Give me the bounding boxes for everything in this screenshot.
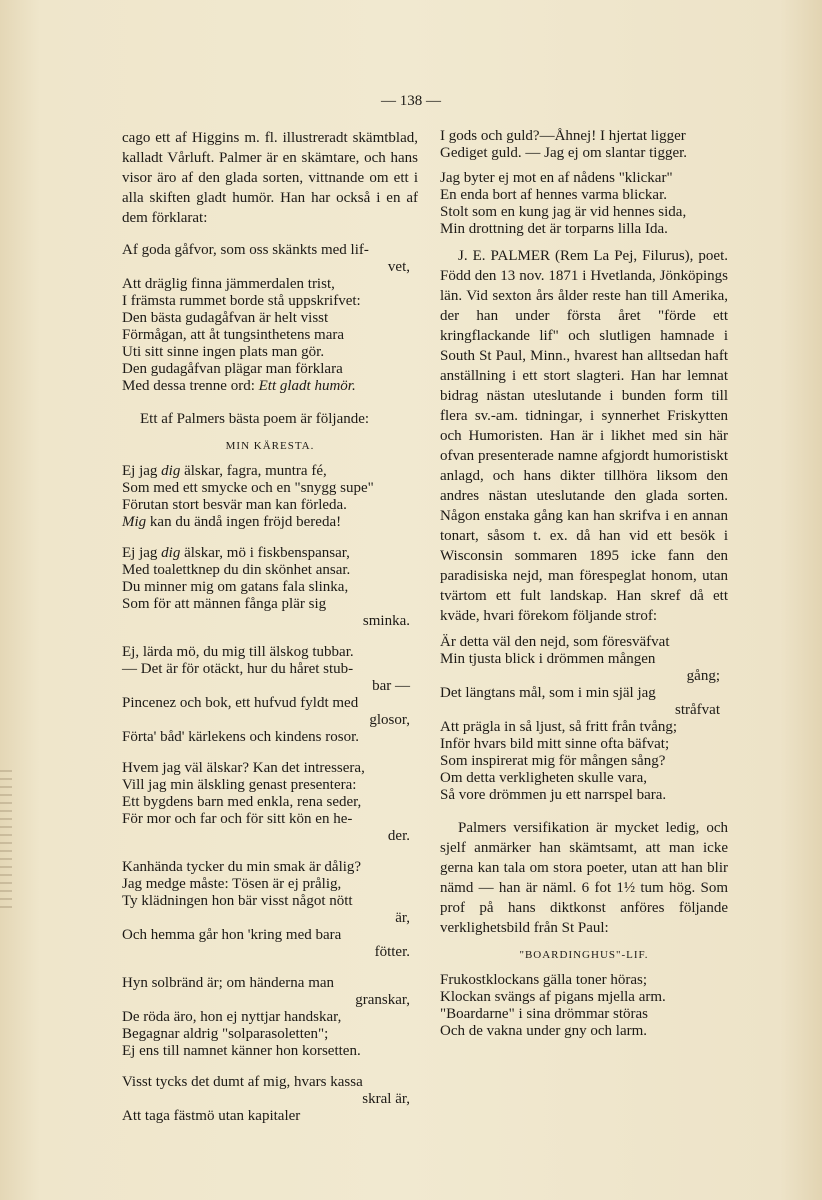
verse-line: Jag medge måste: Tösen är ej prålig, xyxy=(122,876,342,892)
verse-italic: dig xyxy=(161,545,181,561)
verse-text: Ej jag xyxy=(122,463,162,479)
stanza-7 xyxy=(122,1074,418,1125)
verse-line: De röda äro, hon ej nyttjar handskar, xyxy=(122,1009,342,1025)
verse-line: Den bästa gudagåfvan är helt visst xyxy=(122,310,329,326)
verse-line: Inför hvars bild mitt sinne ofta bäfvat; xyxy=(440,736,670,752)
stanza-3 xyxy=(122,644,418,746)
verse-continuation: vet, xyxy=(387,259,410,275)
verse-line: Af goda gåfvor, som oss skänkts med lif- xyxy=(122,242,369,258)
verse-text: Med dessa trenne ord: xyxy=(122,378,259,394)
verse-line: I främsta rummet borde stå uppskrifvet: xyxy=(122,293,361,309)
stanza-2 xyxy=(122,545,418,630)
verse-line xyxy=(122,463,418,480)
verse-continuation: skral är, xyxy=(362,1091,410,1107)
verse-line: Att dräglig finna jämmerdalen trist, xyxy=(122,276,335,292)
verse-line: För mor och far och för sitt kön en he- xyxy=(122,811,353,827)
verse-line: Ty klädningen hon bär visst något nött xyxy=(122,893,353,909)
stanza-1 xyxy=(122,463,418,531)
verse-line: Att taga fästmö utan kapitaler xyxy=(122,1108,301,1124)
stanza-gavor xyxy=(122,242,418,395)
verse-continuation: gång; xyxy=(686,668,720,684)
verse-line: Som med ett smycke och en "snygg supe" xyxy=(122,480,374,496)
verse-line: Uti sitt sinne ingen plats man gör. xyxy=(122,344,325,360)
intro-paragraph: cago ett af Higgins m. fl. illustreradt skämtblad, kalladt Vårluft. Palmer är en skämtare, och hans visor äro af den glada sorten, vittnande om ett i alla skiften gladt humör. Han har också i en af dem förklarat: xyxy=(122,130,418,226)
verse-italic: dig xyxy=(161,463,181,479)
verse-line: En enda bort af hennes varma blickar. xyxy=(440,187,667,203)
verse-text: Ej jag xyxy=(122,545,162,561)
verse-line: Den gudagåfvan plägar man förklara xyxy=(122,361,343,377)
poem-title: MIN KÄRESTA. xyxy=(225,440,315,452)
verse-line: Klockan svängs af pigans mjella arm. xyxy=(440,989,666,1005)
verse-line: Det längtans mål, som i min själ jag xyxy=(440,685,656,701)
verse-line: Så vore drömmen ju ett narrspel bara. xyxy=(440,787,667,803)
stanza-5 xyxy=(122,859,418,961)
verse-line: — Det är för otäckt, hur du håret stub- xyxy=(122,661,354,677)
verse-continuation: sminka. xyxy=(362,613,410,629)
verse-text: kan du ändå ingen fröjd bereda! xyxy=(146,514,342,530)
verse-line: Hvem jag väl älskar? Kan det intressera, xyxy=(122,760,365,776)
verse-line: Gediget guld. — Jag ej om slantar tigger. xyxy=(440,145,688,161)
verse-line: Förmågan, att åt tungsinthetens mara xyxy=(122,327,345,343)
verse-line: Pincenez och bok, ett hufvud fyldt med xyxy=(122,695,359,711)
verse-line: "Boardarne" i sina drömmar störas xyxy=(440,1006,649,1022)
verse-line: Att prägla in så ljust, så fritt från tvång; xyxy=(440,719,678,735)
verse-line: Frukostklockans gälla toner höras; xyxy=(440,972,648,988)
verse-line: Med toalettknep du din skönhet ansar. xyxy=(122,562,351,578)
verse-line: Min drottning det är torparns lilla Ida. xyxy=(440,221,668,237)
verse-line xyxy=(122,378,418,395)
verse-line: Kanhända tycker du min smak är dålig? xyxy=(122,859,362,875)
verse-line: Förta' båd' kärlekens och kindens rosor. xyxy=(122,729,360,745)
verse-continuation: fötter. xyxy=(374,944,410,960)
verse-line: Visst tycks det dumt af mig, hvars kassa xyxy=(122,1074,363,1090)
verse-continuation: stråfvat xyxy=(675,702,720,718)
verse-italic: Ett gladt humör. xyxy=(258,378,356,394)
verse-line: Vill jag min älskling genast presentera: xyxy=(122,777,357,793)
verse-continuation: der. xyxy=(387,828,410,844)
verse-line: Om detta verkligheten skulle vara, xyxy=(440,770,648,786)
right-column xyxy=(440,128,728,1040)
verse-line xyxy=(122,545,418,562)
stanza-9 xyxy=(440,170,728,238)
verse-line: Som inspirerat mig för mången sång? xyxy=(440,753,666,769)
verse-line: Och hemma går hon 'kring med bara xyxy=(122,927,342,943)
verse-line: Stolt som en kung jag är vid hennes sida, xyxy=(440,204,687,220)
verse-line: I gods och guld?—Åhnej! I hjertat ligger xyxy=(440,128,686,144)
left-column xyxy=(122,128,418,1125)
stanza-11 xyxy=(440,972,728,1040)
verse-line: Är detta väl den nejd, som föresväfvat xyxy=(440,634,670,650)
verse-line: Ett bygdens barn med enkla, rena seder, xyxy=(122,794,362,810)
verse-line: Ej ens till namnet känner hon korsetten. xyxy=(122,1043,361,1059)
stanza-10 xyxy=(440,634,728,804)
verse-line: Jag byter ej mot en af nådens "klickar" xyxy=(440,170,673,186)
versification-paragraph: Palmers versifikation är mycket ledig, och sjelf anmärker han skämtsamt, att man icke gerna kan tala om stora poeter, utan att han blir nämd — han är näml. 6 fot 1½ tum hög. Som prof på hans diktkonst anföres följande verklighetsbild från St Paul: xyxy=(440,820,728,936)
stanza-8 xyxy=(440,128,728,162)
biography-paragraph: J. E. PALMER (Rem La Pej, Filurus), poet. Född den 13 nov. 1871 i Hvetlanda, Jönköpings län. Vid sexton års ålder reste han till Amerika, der han under första året "förde ett kringflackande lif" och slutligen hamnade i South St Paul, Minn., hvarest han alltsedan haft anställning i ett stort slagteri. Han har lemnat bidrag nästan uteslutande i bunden form till flera sv.-am. tidningar, i synnerhet Friskytten och Humoristen. Han är i likhet med sin här ofvan presenterade namne afgjordt humoristiskt anlagd, och hans dikter tillhöra liksom den andres nästan uteslutande den glada sorten. Någon enstaka gång kan han skrifva i en annan tonart, såsom t. ex. då han vid ett besök i Wisconsin sommaren 1895 icke fann den paradisiska nejd, man förespeglat honom, utan tvärtom ett fult landskap. Han skref då ett kväde, hvari förekom följande strof: xyxy=(440,248,728,624)
verse-text: älskar, mö i fiskbenspansar, xyxy=(180,545,350,561)
verse-line: Förutan stort besvär man kan förleda. xyxy=(122,497,347,513)
stanza-4 xyxy=(122,760,418,845)
poem-intro: Ett af Palmers bästa poem är följande: xyxy=(140,411,370,427)
verse-line: Du minner mig om gatans fala slinka, xyxy=(122,579,349,595)
verse-continuation: glosor, xyxy=(369,712,410,728)
verse-continuation: granskar, xyxy=(355,992,410,1008)
verse-line: Som för att männen fånga plär sig xyxy=(122,596,327,612)
verse-line: Begagnar aldrig "solparasoletten"; xyxy=(122,1026,329,1042)
poem-title: "BOARDINGHUS"-LIF. xyxy=(519,949,649,961)
stanza-6 xyxy=(122,975,418,1060)
verse-line: Min tjusta blick i drömmen mången xyxy=(440,651,656,667)
verse-continuation: bar — xyxy=(372,678,410,694)
verse-line: Ej, lärda mö, du mig till älskog tubbar. xyxy=(122,644,354,660)
page-edge-marks xyxy=(0,770,12,910)
verse-line xyxy=(122,514,418,531)
verse-line: Och de vakna under gny och larm. xyxy=(440,1023,648,1039)
verse-italic: Mig xyxy=(122,514,147,530)
verse-text: älskar, fagra, muntra fé, xyxy=(180,463,327,479)
page-number: — 138 — xyxy=(381,93,441,109)
verse-continuation: är, xyxy=(395,910,410,926)
verse-line: Hyn solbränd är; om händerna man xyxy=(122,975,335,991)
